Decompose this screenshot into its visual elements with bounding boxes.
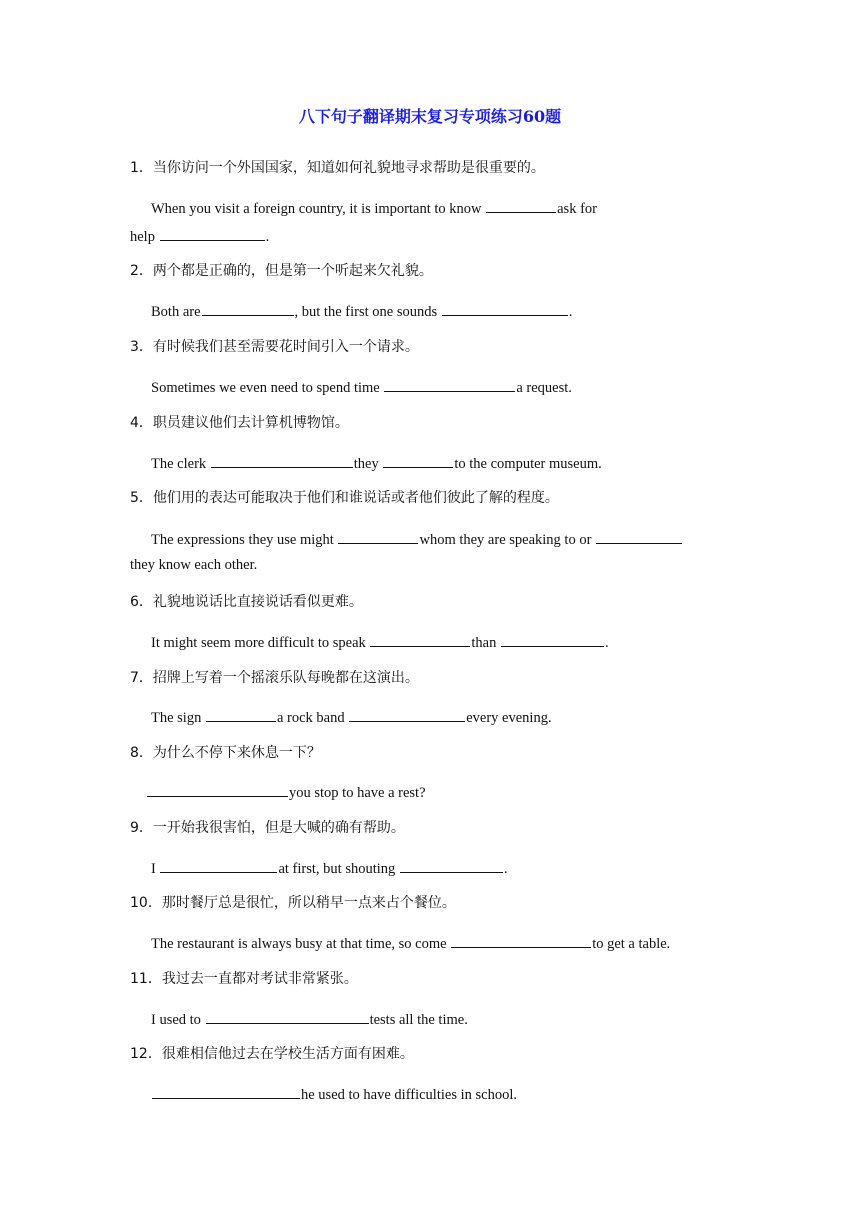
question-11-english: I used to tests all the time. xyxy=(151,1008,468,1030)
question-9-english: I at first, but shouting . xyxy=(151,857,508,879)
question-3-english: Sometimes we even need to spend time a request. xyxy=(151,376,572,398)
answer-blank[interactable] xyxy=(451,932,591,948)
question-12-english: he used to have difficulties in school. xyxy=(151,1083,517,1105)
answer-blank[interactable] xyxy=(486,197,556,213)
answer-blank[interactable] xyxy=(160,857,277,873)
answer-blank[interactable] xyxy=(206,706,276,722)
answer-blank[interactable] xyxy=(160,225,265,241)
answer-blank[interactable] xyxy=(202,300,294,316)
question-8-english: you stop to have a rest? xyxy=(146,781,426,803)
answer-blank[interactable] xyxy=(370,631,470,647)
question-11-chinese: 11．我过去一直都对考试非常紧张。 xyxy=(130,971,358,987)
answer-blank[interactable] xyxy=(442,300,568,316)
question-7-chinese: 7．招牌上写着一个摇滚乐队每晚都在这演出。 xyxy=(130,670,419,686)
answer-blank[interactable] xyxy=(152,1083,300,1099)
question-12-chinese: 12．很难相信他过去在学校生活方面有困难。 xyxy=(130,1046,414,1062)
question-10-chinese: 10．那时餐厅总是很忙，所以稍早一点来占个餐位。 xyxy=(130,895,456,911)
answer-blank[interactable] xyxy=(384,376,515,392)
question-4-chinese: 4．职员建议他们去计算机博物馆。 xyxy=(130,415,349,431)
answer-blank[interactable] xyxy=(211,452,353,468)
question-6-english: It might seem more difficult to speak than . xyxy=(151,631,609,653)
question-10-english: The restaurant is always busy at that time, so come to get a table. xyxy=(151,932,670,954)
question-6-chinese: 6．礼貌地说话比直接说话看似更难。 xyxy=(130,594,363,610)
answer-blank[interactable] xyxy=(383,452,453,468)
answer-blank[interactable] xyxy=(206,1008,369,1024)
page-title: 八下句子翻译期末复习专项练习60题 xyxy=(298,107,562,126)
answer-blank[interactable] xyxy=(147,781,288,797)
question-8-chinese: 8．为什么不停下来休息一下？ xyxy=(130,745,321,761)
question-1-english: When you visit a foreign country, it is important to know ask for xyxy=(151,197,597,219)
question-7-english: The sign a rock band every evening. xyxy=(151,706,552,728)
question-1-english-cont: help . xyxy=(130,225,269,247)
answer-blank[interactable] xyxy=(596,528,682,544)
question-4-english: The clerk they to the computer museum. xyxy=(151,452,602,474)
answer-blank[interactable] xyxy=(400,857,503,873)
question-2-chinese: 2．两个都是正确的，但是第一个听起来欠礼貌。 xyxy=(130,263,433,279)
question-1-chinese: 1．当你访问一个外国国家，知道如何礼貌地寻求帮助是很重要的。 xyxy=(130,160,545,176)
answer-blank[interactable] xyxy=(349,706,465,722)
question-5-chinese: 5．他们用的表达可能取决于他们和谁说话或者他们彼此了解的程度。 xyxy=(130,490,559,506)
question-3-chinese: 3．有时候我们甚至需要花时间引入一个请求。 xyxy=(130,339,419,355)
answer-blank[interactable] xyxy=(338,528,418,544)
answer-blank[interactable] xyxy=(501,631,604,647)
question-5-english-cont: they know each other. xyxy=(130,557,258,573)
question-9-chinese: 9．一开始我很害怕，但是大喊的确有帮助。 xyxy=(130,820,405,836)
question-5-english: The expressions they use might whom they are speaking to or xyxy=(151,528,683,550)
question-2-english: Both are , but the first one sounds . xyxy=(151,300,572,322)
